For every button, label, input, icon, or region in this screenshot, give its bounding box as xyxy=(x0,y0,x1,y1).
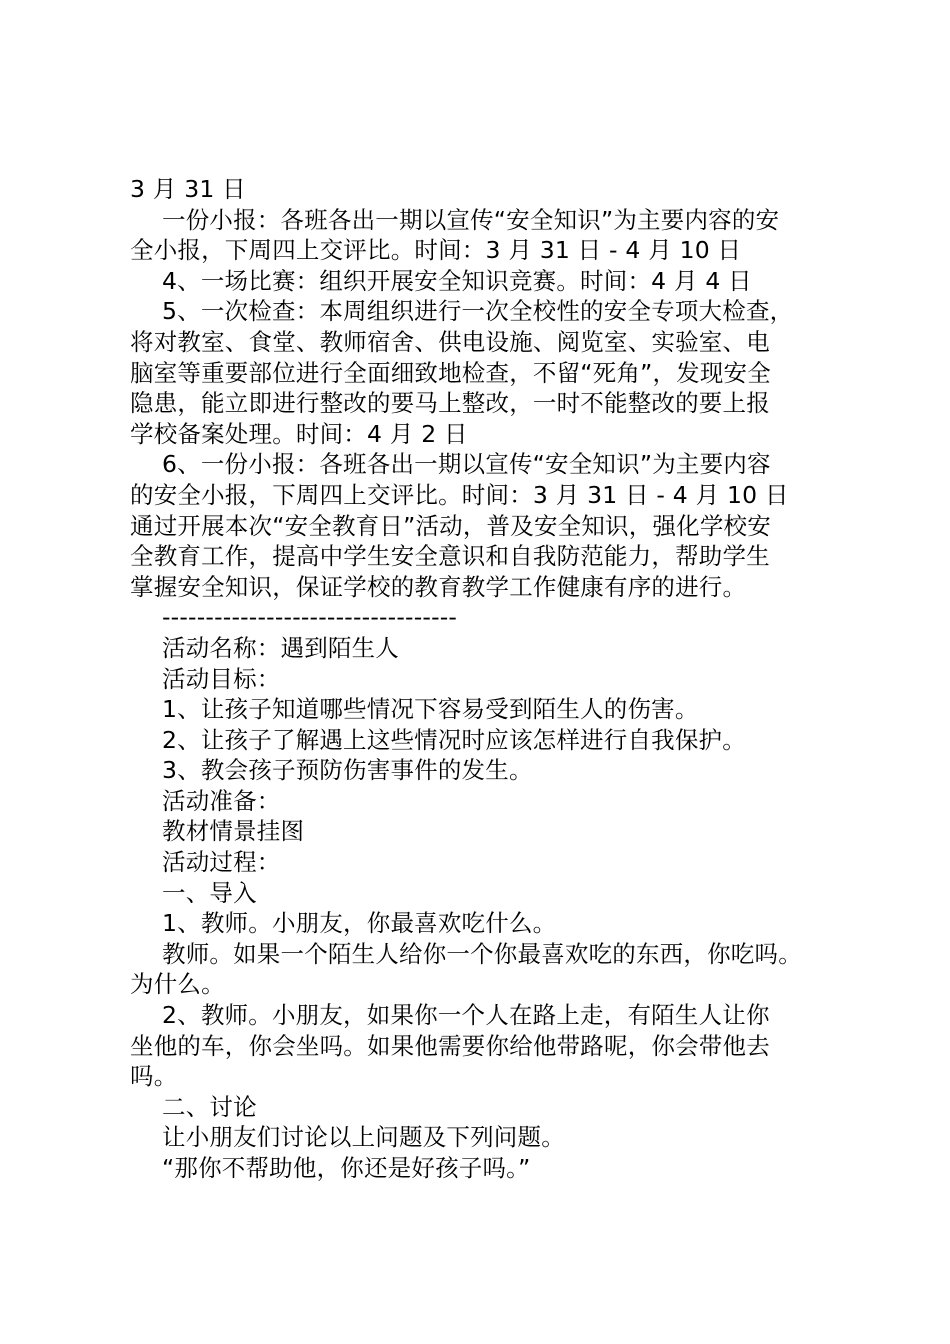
text-line: 全小报，下周四上交评比。时间：3 月 31 日 - 4 月 10 日 xyxy=(130,236,742,265)
text-line: 教师。如果一个陌生人给你一个你最喜欢吃的东西，你吃吗。 xyxy=(162,939,802,968)
activity-name: 活动名称：遇到陌生人 xyxy=(162,633,399,662)
text-line: 隐患，能立即进行整改的要马上整改，一时不能整改的要上报 xyxy=(130,389,770,418)
text-line: 脑室等重要部位进行全面细致地检查，不留“死角”，发现安全 xyxy=(130,358,771,387)
text-line: 一份小报：各班各出一期以宣传“安全知识”为主要内容的安 xyxy=(162,205,780,234)
text-line: “那你不帮助他，你还是好孩子吗。” xyxy=(162,1154,531,1182)
text-line: 坐他的车，你会坐吗。如果他需要你给他带路呢，你会带他去 xyxy=(130,1031,770,1060)
text-line: 3、教会孩子预防伤害事件的发生。 xyxy=(162,756,533,785)
text-line: 1、让孩子知道哪些情况下容易受到陌生人的伤害。 xyxy=(162,695,699,724)
text-line: 吗。 xyxy=(130,1062,178,1091)
section-heading: 一、导入 xyxy=(162,878,257,907)
text-line: 2、教师。小朋友，如果你一个人在路上走，有陌生人让你 xyxy=(162,1001,770,1030)
section-heading: 二、讨论 xyxy=(162,1092,257,1121)
separator-line: ---------------------------------- xyxy=(162,603,458,632)
text-line: 5、一次检查：本周组织进行一次全校性的安全专项大检查， xyxy=(162,297,794,326)
document-page xyxy=(130,174,840,1184)
text-line: 为什么。 xyxy=(130,970,225,999)
text-line: 6、一份小报：各班各出一期以宣传“安全知识”为主要内容 xyxy=(162,450,771,479)
section-heading: 活动目标： xyxy=(162,664,281,693)
text-line: 将对教室、食堂、教师宿舍、供电设施、阅览室、实验室、电 xyxy=(130,327,770,356)
text-line: 全教育工作，提高中学生安全意识和自我防范能力，帮助学生 xyxy=(130,542,770,571)
text-line: 4、一场比赛：组织开展安全知识竞赛。时间：4 月 4 日 xyxy=(162,266,752,295)
text-line: 教材情景挂图 xyxy=(162,817,305,846)
text-line: 通过开展本次“安全教育日”活动，普及安全知识，强化学校安 xyxy=(130,511,771,540)
text-line: 掌握安全知识，保证学校的教育教学工作健康有序的进行。 xyxy=(130,572,747,601)
text-line: 1、教师。小朋友，你最喜欢吃什么。 xyxy=(162,909,557,938)
section-heading: 活动过程： xyxy=(162,848,281,877)
section-heading: 活动准备： xyxy=(162,786,281,815)
text-line: 2、让孩子了解遇上这些情况时应该怎样进行自我保护。 xyxy=(162,725,746,754)
text-line: 学校备案处理。时间：4 月 2 日 xyxy=(130,419,468,448)
text-line: 3 月 31 日 xyxy=(130,175,246,203)
text-line: 的安全小报，下周四上交评比。时间：3 月 31 日 - 4 月 10 日 xyxy=(130,480,789,509)
text-line: 让小朋友们讨论以上问题及下列问题。 xyxy=(162,1123,565,1152)
